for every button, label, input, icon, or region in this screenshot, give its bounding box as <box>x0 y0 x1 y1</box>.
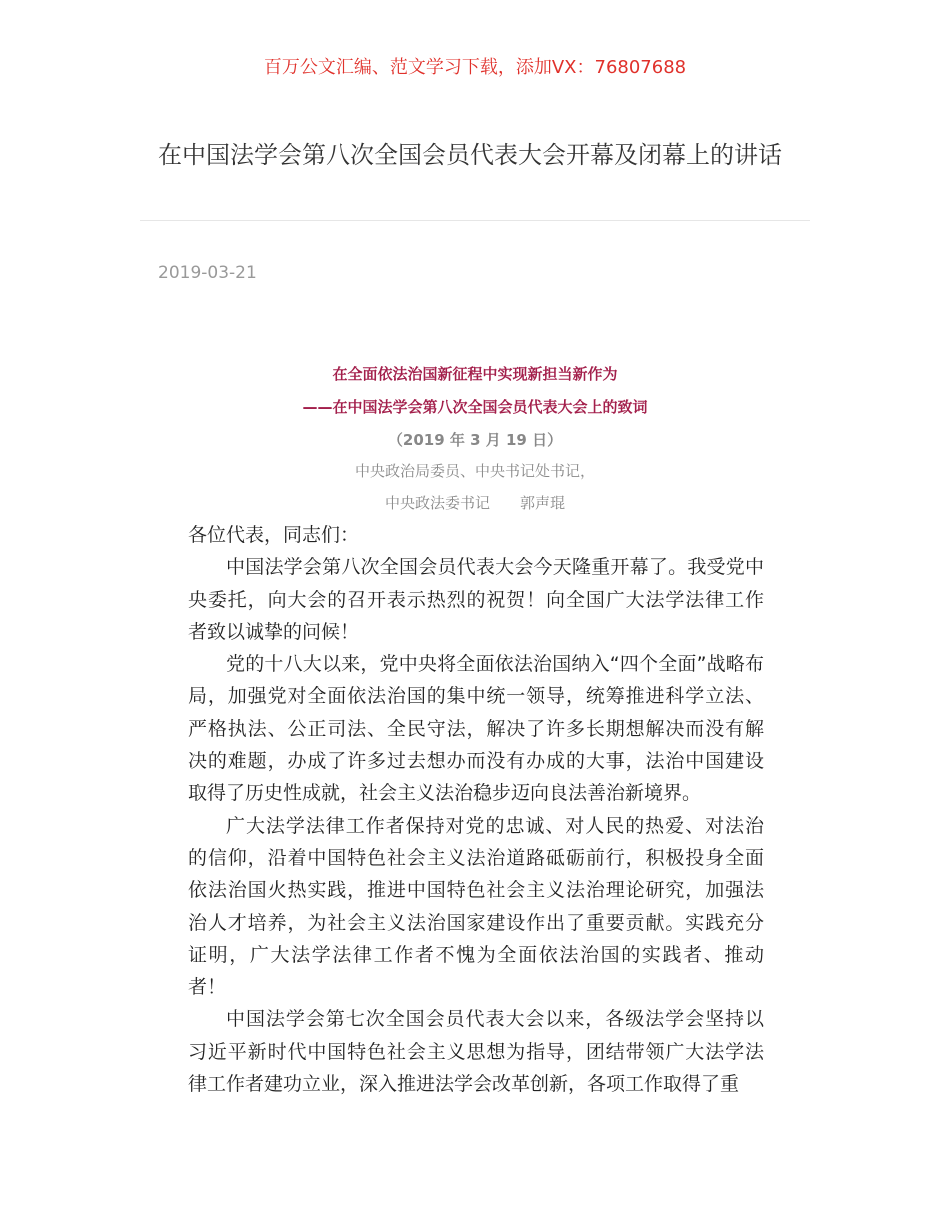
speaker-title: 中央政治局委员、中央书记处书记， <box>354 462 595 480</box>
paragraph-line: 决的难题，办成了许多过去想办而没有办成的大事，法治中国建设 <box>188 750 764 773</box>
paragraph-line: 广大法学法律工作者保持对党的忠诚、对人民的热爱、对法治 <box>226 814 764 837</box>
paragraph-line: 局，加强党对全面依法治国的集中统一领导，统筹推进科学立法、 <box>188 685 764 708</box>
paragraph-line: 依法治国火热实践，推进中国特色社会主义法治理论研究，加强法 <box>188 879 764 902</box>
paragraph-line: 者！ <box>188 976 227 999</box>
article-body <box>188 519 764 1100</box>
paragraph-line: 证明，广大法学法律工作者不愧为全面依法治国的实践者、推动 <box>188 943 764 966</box>
greeting: 各位代表，同志们： <box>188 524 360 546</box>
paragraph-line: 者致以诚挚的问候！ <box>188 620 360 643</box>
speaker-name: 中央政法委书记 郭声琨 <box>384 494 565 512</box>
paragraph-line: 党的十八大以来，党中央将全面依法治国纳入“四个全面”战略布 <box>226 653 764 676</box>
paragraph-line: 严格执法、公正司法、全民守法，解决了许多长期想解决而没有解 <box>188 717 764 740</box>
paragraph-line: 习近平新时代中国特色社会主义思想为指导，团结带领广大法学法 <box>188 1040 764 1063</box>
paragraph-line: 央委托，向大会的召开表示热烈的祝贺！向全国广大法学法律工作 <box>188 588 764 611</box>
paragraph-line: 中国法学会第八次全国会员代表大会今天隆重开幕了。我受党中 <box>226 556 764 579</box>
paragraph-line: 的信仰，沿着中国特色社会主义法治道路砥砺前行，积极投身全面 <box>188 846 764 869</box>
speech-date: （2019 年 3 月 19 日） <box>387 431 563 449</box>
page-title: 在中国法学会第八次全国会员代表大会开幕及闭幕上的讲话 <box>158 141 782 169</box>
title-divider <box>140 220 810 221</box>
publish-date: 2019-03-21 <box>158 263 257 283</box>
promo-banner: 百万公文汇编、范文学习下载，添加VX：76807688 <box>263 57 687 78</box>
speech-headline: 在全面依法治国新征程中实现新担当新作为 <box>332 365 618 383</box>
speech-subheadline: ——在中国法学会第八次全国会员代表大会上的致词 <box>302 398 648 416</box>
paragraph-line: 律工作者建功立业，深入推进法学会改革创新，各项工作取得了重 <box>188 1073 740 1096</box>
paragraph-line: 取得了历史性成就，社会主义法治稳步迈向良法善治新境界。 <box>188 782 702 805</box>
paragraph-line: 治人才培养，为社会主义法治国家建设作出了重要贡献。实践充分 <box>188 911 764 934</box>
paragraph-line: 中国法学会第七次全国会员代表大会以来，各级法学会坚持以 <box>226 1008 764 1031</box>
